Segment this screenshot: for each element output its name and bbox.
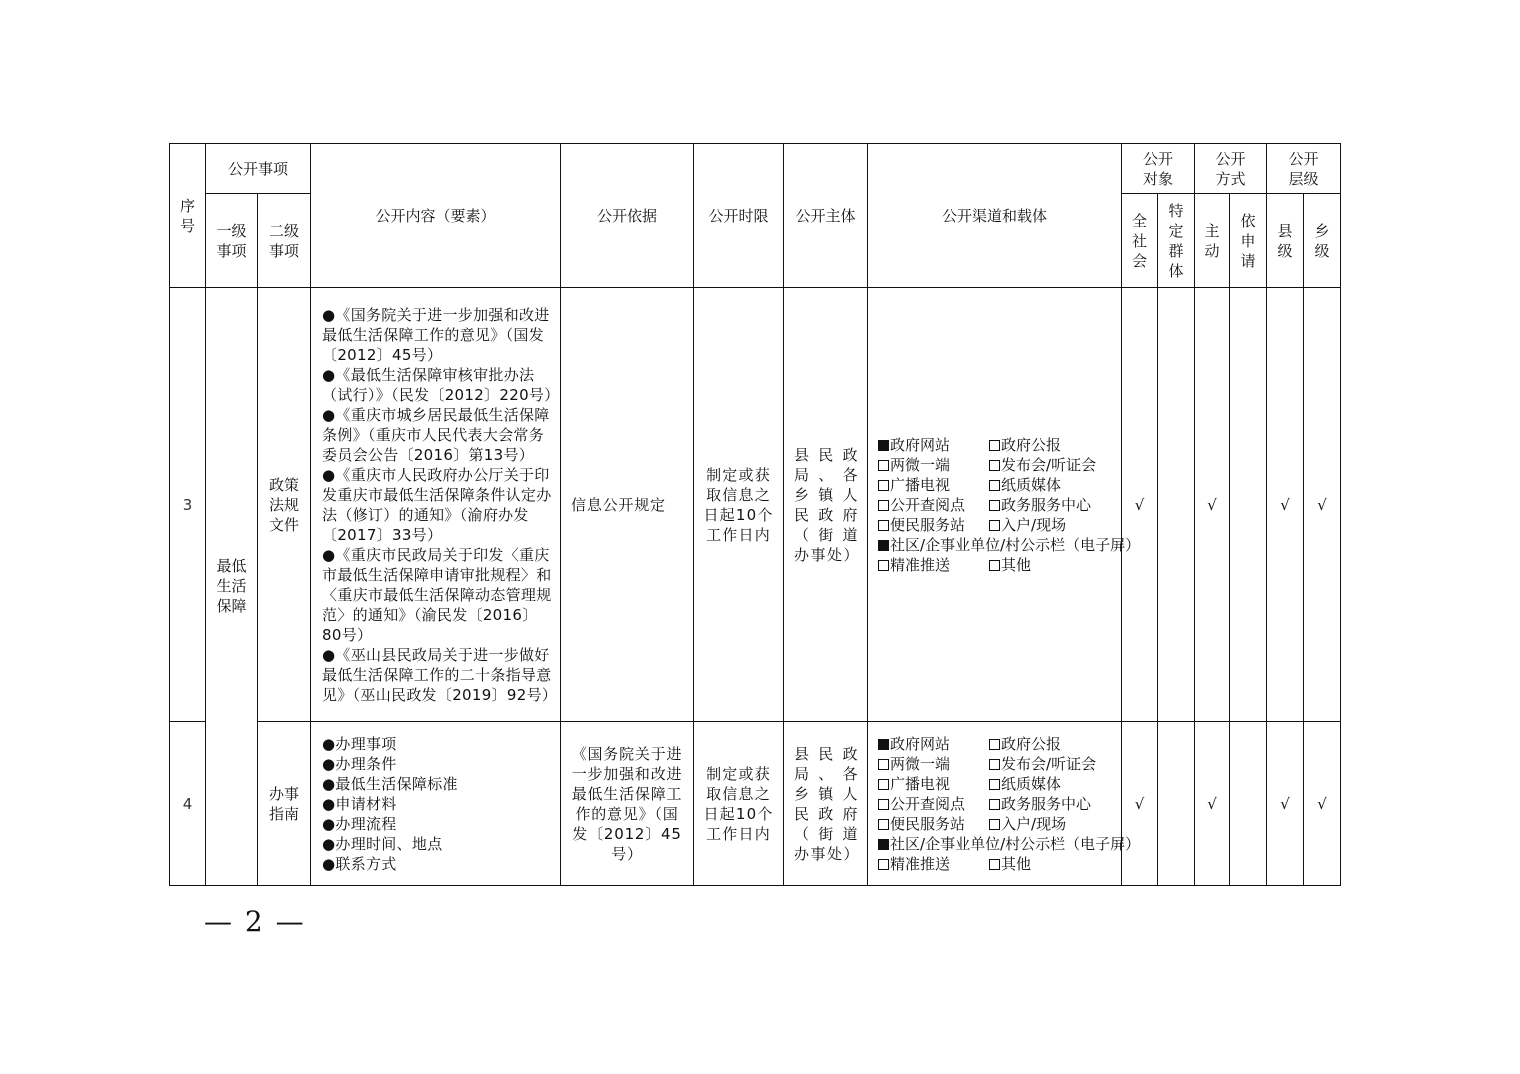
header-subject: 公开主体 xyxy=(784,144,868,288)
content-item: ●《重庆市人民政府办公厅关于印发重庆市最低生活保障条件认定办法（修订）的通知》（渝府办发〔2017〕33号） xyxy=(322,465,552,544)
unchecked-box-icon xyxy=(989,859,1000,870)
channel-paper: 纸质媒体 xyxy=(1001,774,1062,793)
unchecked-box-icon xyxy=(878,560,889,571)
header-seq-text: 序号 xyxy=(179,196,195,235)
channel-community: 社区/企事业单位/村公示栏（电子屏） xyxy=(890,834,1141,853)
content-item: ●最低生活保障标准 xyxy=(322,774,458,793)
header-method-active xyxy=(1195,194,1230,288)
header-method-request xyxy=(1230,194,1267,288)
unchecked-box-icon xyxy=(989,440,1000,451)
row-basis: 《国务院关于进一步加强和改进最低生活保障工作的意见》（国发〔2012〕45号） xyxy=(561,722,694,886)
row-level2-text: 政策法规文件 xyxy=(268,475,299,534)
table-row xyxy=(170,288,1341,722)
content-item: ●办理条件 xyxy=(322,754,397,773)
check-specific xyxy=(1158,288,1195,722)
unchecked-box-icon xyxy=(878,759,889,770)
row-subject: 县民政局、各乡镇人民政府（街道办事处） xyxy=(784,722,868,886)
header-method-group-text: 公开方式 xyxy=(1215,149,1246,188)
header-target-all-text: 全社会 xyxy=(1132,211,1148,270)
channel-convenience: 便民服务站 xyxy=(890,515,966,534)
unchecked-box-icon xyxy=(989,759,1000,770)
channel-reading-point: 公开查阅点 xyxy=(890,794,966,813)
content-item: ●《重庆市城乡居民最低生活保障条例》（重庆市人民代表大会常务委员会公告〔2016〕第13号） xyxy=(322,405,550,464)
check-request xyxy=(1230,288,1267,722)
unchecked-box-icon xyxy=(989,560,1000,571)
unchecked-box-icon xyxy=(989,460,1000,471)
unchecked-box-icon xyxy=(989,779,1000,790)
header-level-group xyxy=(1267,144,1341,194)
content-item: ●《国务院关于进一步加强和改进最低生活保障工作的意见》（国发〔2012〕45号） xyxy=(322,305,550,364)
row-level2-text: 办事指南 xyxy=(268,784,299,823)
channel-press: 发布会/听证会 xyxy=(1001,455,1097,474)
row-channels xyxy=(868,288,1141,722)
check-active: √ xyxy=(1195,288,1230,722)
row-seq: 3 xyxy=(170,288,206,722)
row-content xyxy=(311,288,561,722)
header-method-active-text: 主动 xyxy=(1204,221,1220,260)
unchecked-box-icon xyxy=(878,480,889,491)
row-level2 xyxy=(258,288,311,722)
unchecked-box-icon xyxy=(878,520,889,531)
unchecked-box-icon xyxy=(878,799,889,810)
header-method-request-text: 依申请 xyxy=(1240,211,1256,270)
header-level2 xyxy=(258,194,311,288)
table-row xyxy=(170,722,1341,886)
content-item: ●《巫山县民政局关于进一步做好最低生活保障工作的二十条指导意见》（巫山民政发〔2019〕92号） xyxy=(322,645,558,704)
channel-gov-gazette: 政府公报 xyxy=(1001,734,1062,753)
header-channels: 公开渠道和载体 xyxy=(868,144,1122,288)
channel-door: 入户/现场 xyxy=(1001,814,1067,833)
header-level-group-text: 公开层级 xyxy=(1288,149,1319,188)
unchecked-box-icon xyxy=(878,500,889,511)
channel-door: 入户/现场 xyxy=(1001,515,1067,534)
row-subject: 县民政局、各乡镇人民政府（街道办事处） xyxy=(784,288,868,722)
channel-gov-gazette: 政府公报 xyxy=(1001,435,1062,454)
header-basis: 公开依据 xyxy=(561,144,694,288)
row-seq: 4 xyxy=(170,722,206,886)
row-channels xyxy=(868,722,1141,886)
channel-community: 社区/企事业单位/村公示栏（电子屏） xyxy=(890,535,1141,554)
row-basis: 信息公开规定 xyxy=(561,288,694,722)
content-item: ●《最低生活保障审核审批办法（试行）》（民发〔2012〕220号） xyxy=(322,365,560,404)
row-time-limit: 制定或获取信息之日起10个工作日内 xyxy=(694,288,784,722)
content-item: ●办理时间、地点 xyxy=(322,834,443,853)
check-county: √ xyxy=(1267,722,1304,886)
page-number: — 2 — xyxy=(204,905,306,938)
channel-two-micro: 两微一端 xyxy=(890,754,951,773)
unchecked-box-icon xyxy=(989,480,1000,491)
unchecked-box-icon xyxy=(989,819,1000,830)
checked-box-icon xyxy=(878,739,889,750)
content-item: ●《重庆市民政局关于印发〈重庆市最低生活保障申请审批规程〉和〈重庆市最低生活保障动态管理规范〉的通知》（渝民发〔2016〕80号） xyxy=(322,545,552,644)
check-all: √ xyxy=(1122,288,1158,722)
disclosure-table xyxy=(169,143,1341,886)
check-specific xyxy=(1158,722,1195,886)
unchecked-box-icon xyxy=(989,500,1000,511)
channel-other: 其他 xyxy=(1001,555,1032,574)
channel-precise: 精准推送 xyxy=(890,854,951,873)
header-time-limit: 公开时限 xyxy=(694,144,784,288)
channel-paper: 纸质媒体 xyxy=(1001,475,1062,494)
channel-reading-point: 公开查阅点 xyxy=(890,495,966,514)
header-item-group: 公开事项 xyxy=(206,144,311,194)
channel-other: 其他 xyxy=(1001,854,1032,873)
channel-service-center: 政务服务中心 xyxy=(1001,794,1092,813)
header-level1-text: 一级事项 xyxy=(216,221,247,260)
row-content xyxy=(311,722,561,886)
header-target-group xyxy=(1122,144,1195,194)
header-level1 xyxy=(206,194,258,288)
unchecked-box-icon xyxy=(989,799,1000,810)
unchecked-box-icon xyxy=(878,460,889,471)
unchecked-box-icon xyxy=(878,819,889,830)
content-item: ●申请材料 xyxy=(322,794,397,813)
check-town: √ xyxy=(1304,722,1341,886)
channel-broadcast: 广播电视 xyxy=(890,774,951,793)
header-target-specific xyxy=(1158,194,1195,288)
check-request xyxy=(1230,722,1267,886)
channel-broadcast: 广播电视 xyxy=(890,475,951,494)
row-level2 xyxy=(258,722,311,886)
unchecked-box-icon xyxy=(989,520,1000,531)
header-target-all xyxy=(1122,194,1158,288)
row-time-limit: 制定或获取信息之日起10个工作日内 xyxy=(694,722,784,886)
channel-two-micro: 两微一端 xyxy=(890,455,951,474)
unchecked-box-icon xyxy=(878,779,889,790)
header-level-town xyxy=(1304,194,1341,288)
channel-convenience: 便民服务站 xyxy=(890,814,966,833)
checked-box-icon xyxy=(878,839,889,850)
header-target-group-text: 公开对象 xyxy=(1143,149,1174,188)
header-content: 公开内容（要素） xyxy=(311,144,561,288)
header-target-specific-text: 特定群体 xyxy=(1168,201,1184,280)
unchecked-box-icon xyxy=(878,859,889,870)
channel-gov-site: 政府网站 xyxy=(890,435,951,454)
header-level-county xyxy=(1267,194,1304,288)
channel-service-center: 政务服务中心 xyxy=(1001,495,1092,514)
content-item: ●办理事项 xyxy=(322,734,397,753)
level1-item-text: 最低生活保障 xyxy=(216,557,247,615)
channel-gov-site: 政府网站 xyxy=(890,734,951,753)
content-item: ●联系方式 xyxy=(322,854,397,873)
checked-box-icon xyxy=(878,440,889,451)
content-item: ●办理流程 xyxy=(322,814,397,833)
header-seq xyxy=(170,144,206,288)
channel-precise: 精准推送 xyxy=(890,555,951,574)
check-town: √ xyxy=(1304,288,1341,722)
header-level-county-text: 县级 xyxy=(1277,221,1293,260)
check-active: √ xyxy=(1195,722,1230,886)
header-method-group xyxy=(1195,144,1267,194)
checked-box-icon xyxy=(878,540,889,551)
unchecked-box-icon xyxy=(989,739,1000,750)
check-all: √ xyxy=(1122,722,1158,886)
header-level-town-text: 乡级 xyxy=(1314,221,1330,260)
channel-press: 发布会/听证会 xyxy=(1001,754,1097,773)
check-county: √ xyxy=(1267,288,1304,722)
header-level2-text: 二级事项 xyxy=(268,221,299,260)
level1-item xyxy=(206,288,258,886)
